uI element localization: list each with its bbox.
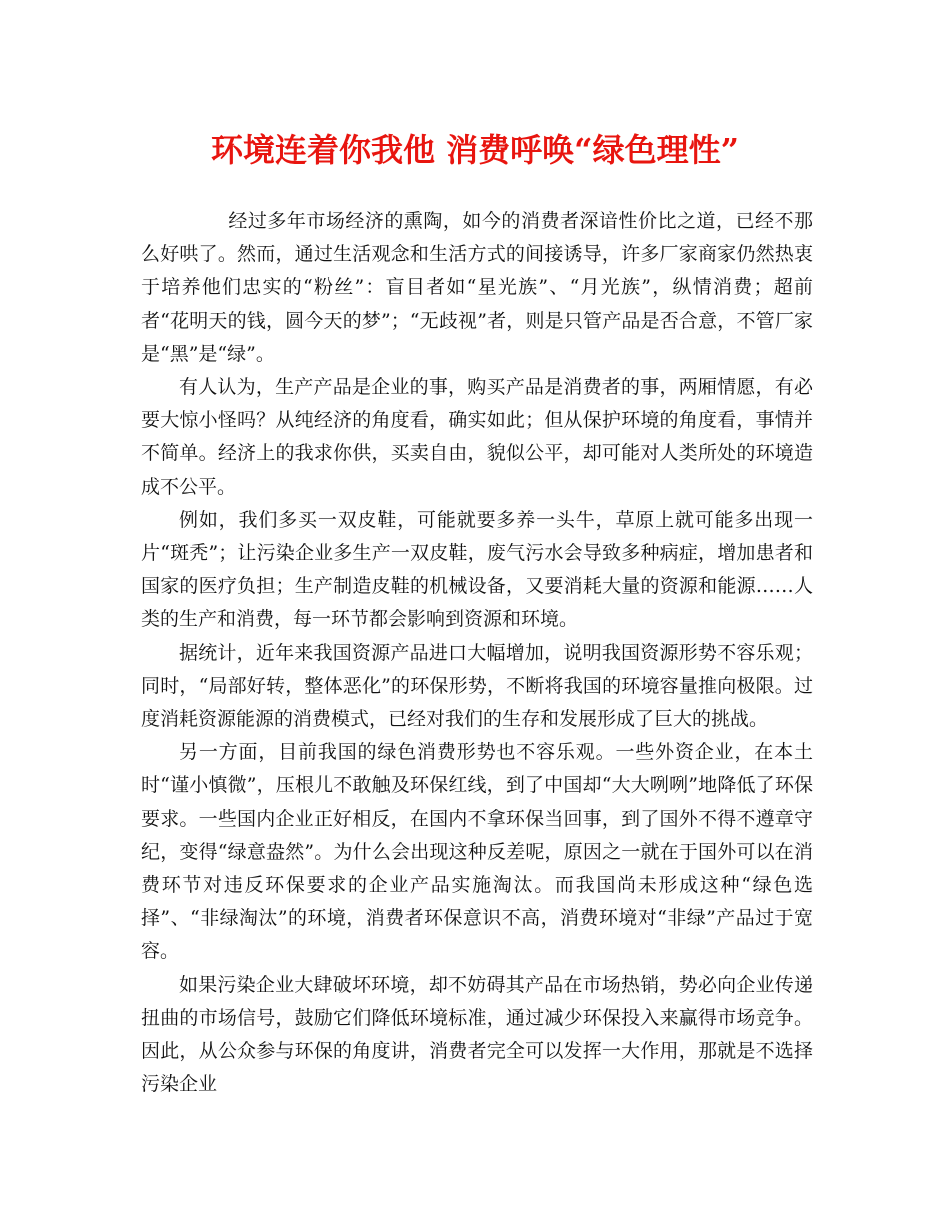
paragraph-5: 另一方面，目前我国的绿色消费形势也不容乐观。一些外资企业，在本土时“谨小慎微”，压根儿不敢触及环保红线，到了中国却“大大咧咧”地降低了环保要求。一些国内企业正好相反，在国内不拿环保当回事，到了国外不得不遵章守纪，变得“绿意盎然”。为什么会出现这种反差呢，原因之一就在于国外可以在消费环节对违反环保要求的企业产品实施淘汰。而我国尚未形成这种“绿色选择”、“非绿淘汰”的环境，消费者环保意识不高，消费环境对“非绿”产品过于宽容。 bbox=[141, 741, 813, 963]
document-body bbox=[141, 205, 813, 1101]
paragraph-1: 经过多年市场经济的熏陶，如今的消费者深谙性价比之道，已经不那么好哄了。然而，通过生活观念和生活方式的间接诱导，许多厂家商家仍然热衷于培养他们忠实的“粉丝”：盲目者如“星光族”、“月光族”，纵情消费；超前者“花明天的钱，圆今天的梦”；“无歧视”者，则是只管产品是否合意，不管厂家是“黑”是“绿”。 bbox=[141, 210, 813, 365]
paragraph-4: 据统计，近年来我国资源产品进口大幅增加，说明我国资源形势不容乐观；同时，“局部好转，整体恶化”的环保形势，不断将我国的环境容量推向极限。过度消耗资源能源的消费模式，已经对我们的生存和发展形成了巨大的挑战。 bbox=[141, 641, 813, 731]
paragraph-2: 有人认为，生产产品是企业的事，购买产品是消费者的事，两厢情愿，有必要大惊小怪吗？从纯经济的角度看，确实如此；但从保护环境的角度看，事情并不简单。经济上的我求你供，买卖自由，貌似公平，却可能对人类所处的环境造成不公平。 bbox=[141, 376, 813, 498]
document-title: 环境连着你我他 消费呼唤“绿色理性” bbox=[211, 131, 739, 169]
paragraph-3: 例如，我们多买一双皮鞋，可能就要多养一头牛，草原上就可能多出现一片“斑秃”；让污染企业多生产一双皮鞋，废气污水会导致多种病症，增加患者和国家的医疗负担；生产制造皮鞋的机械设备，又要消耗大量的资源和能源……人类的生产和消费，每一环节都会影响到资源和环境。 bbox=[141, 508, 813, 631]
paragraph-6: 如果污染企业大肆破坏环境，却不妨碍其产品在市场热销，势必向企业传递扭曲的市场信号，鼓励它们降低环境标准，通过减少环保投入来赢得市场竞争。因此，从公众参与环保的角度讲，消费者完全可以发挥一大作用，那就是不选择污染企业 bbox=[141, 973, 813, 1096]
